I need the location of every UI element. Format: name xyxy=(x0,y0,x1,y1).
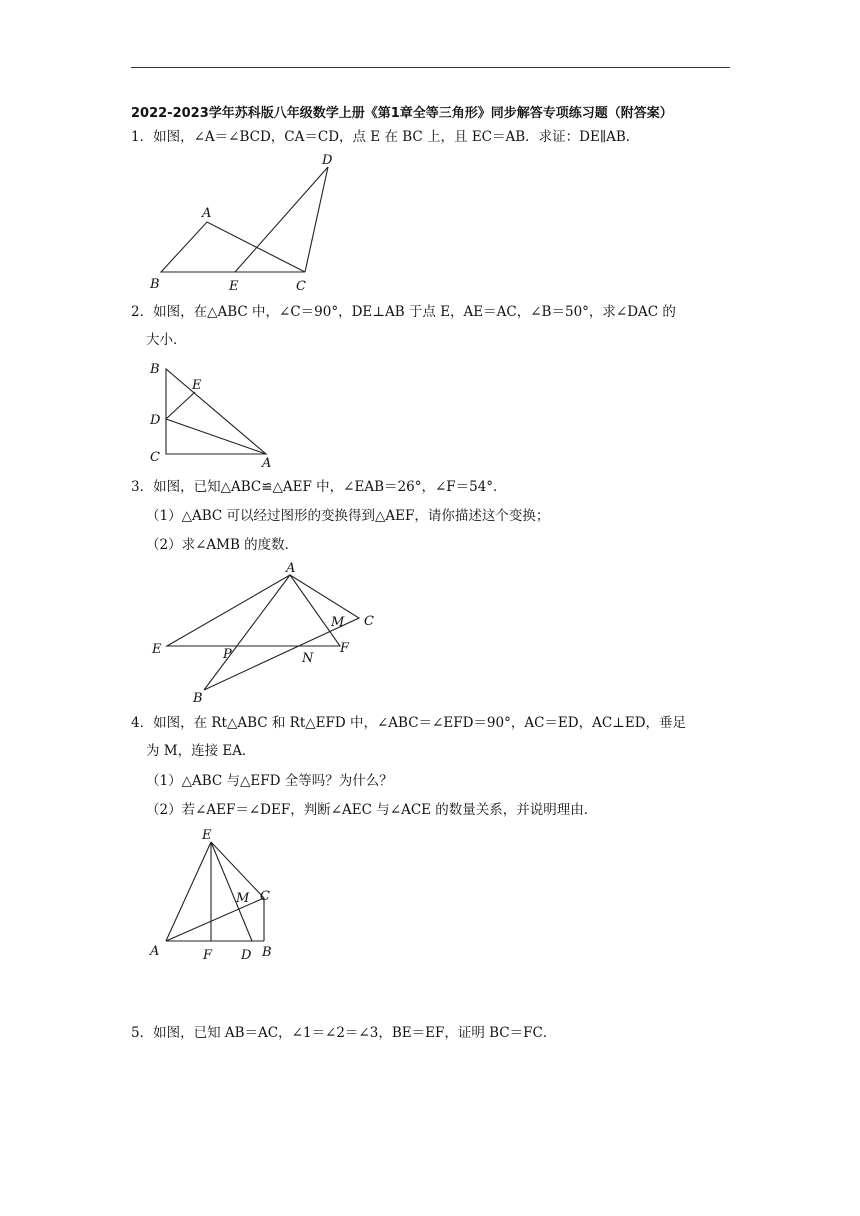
label-e: E xyxy=(229,279,239,294)
triangle-abc xyxy=(161,222,305,272)
problem-2-text-line-1: 2．如图，在△ABC 中，∠C＝90°，DE⊥AB 于点 E，AE＝AC，∠B＝50°，求∠DAC 的 xyxy=(131,304,676,320)
label-n: N xyxy=(302,651,314,666)
label-p: P xyxy=(223,647,232,662)
problem-4-text-line-1: 4．如图，在 Rt△ABC 和 Rt△EFD 中，∠ABC＝∠EFD＝90°，AC＝ED，AC⊥ED，垂足 xyxy=(131,715,687,731)
label-d: D xyxy=(241,948,252,963)
label-e: E xyxy=(202,828,212,843)
label-m: M xyxy=(331,615,345,630)
problem-3-figure xyxy=(140,558,390,708)
problem-2-text-line-2: 大小． xyxy=(146,332,187,348)
triangle-aef xyxy=(167,575,340,646)
label-f: F xyxy=(203,948,213,963)
problem-5-text: 5．如图，已知 AB＝AC，∠1＝∠2＝∠3，BE＝EF，证明 BC＝FC． xyxy=(131,1025,557,1041)
problem-2-figure xyxy=(140,355,280,470)
label-a: A xyxy=(286,561,296,576)
problem-4-figure xyxy=(140,825,290,965)
segment-de xyxy=(235,167,328,272)
segment-ec xyxy=(211,842,264,898)
segment-de xyxy=(166,392,195,419)
label-a: A xyxy=(202,206,212,221)
problem-1-figure xyxy=(140,150,350,295)
label-b: B xyxy=(193,691,203,706)
label-a: A xyxy=(262,456,272,470)
header-rule xyxy=(131,67,730,68)
problem-4-text-line-2: 为 M，连接 EA． xyxy=(146,743,256,759)
triangle-abc xyxy=(166,369,266,454)
label-c: C xyxy=(364,614,374,629)
label-b: B xyxy=(150,362,160,377)
label-e: E xyxy=(192,378,202,393)
problem-3-part-2: （2）求∠AMB 的度数． xyxy=(146,537,299,553)
segment-da xyxy=(166,419,266,454)
segment-dc xyxy=(305,167,328,272)
problem-3-part-1: （1）△ABC 可以经过图形的变换得到△AEF，请你描述这个变换； xyxy=(146,508,550,524)
problem-3-text-line-1: 3．如图，已知△ABC≌△AEF 中，∠EAB＝26°，∠F＝54°． xyxy=(131,479,507,495)
segment-ea xyxy=(166,842,211,941)
label-d: D xyxy=(322,153,333,168)
label-c: C xyxy=(150,450,160,465)
triangle-abc xyxy=(204,575,359,690)
problem-4-part-1: （1）△ABC 与△EFD 全等吗？为什么？ xyxy=(146,773,393,789)
label-e: E xyxy=(152,642,162,657)
label-a: A xyxy=(150,944,160,959)
label-c: C xyxy=(296,279,306,294)
problem-1-text: 1．如图，∠A＝∠BCD，CA＝CD，点 E 在 BC 上，且 EC＝AB．求证：DE∥AB． xyxy=(131,129,640,145)
label-f: F xyxy=(340,641,350,656)
label-b: B xyxy=(262,945,272,960)
problem-4-part-2: （2）若∠AEF＝∠DEF，判断∠AEC 与∠ACE 的数量关系，并说明理由． xyxy=(146,802,598,818)
label-m: M xyxy=(236,891,250,906)
label-b: B xyxy=(150,277,160,292)
worksheet-title: 2022-2023学年苏科版八年级数学上册《第1章全等三角形》同步解答专项练习题（附答案） xyxy=(131,106,673,121)
label-c: C xyxy=(260,889,270,904)
label-d: D xyxy=(150,413,161,428)
